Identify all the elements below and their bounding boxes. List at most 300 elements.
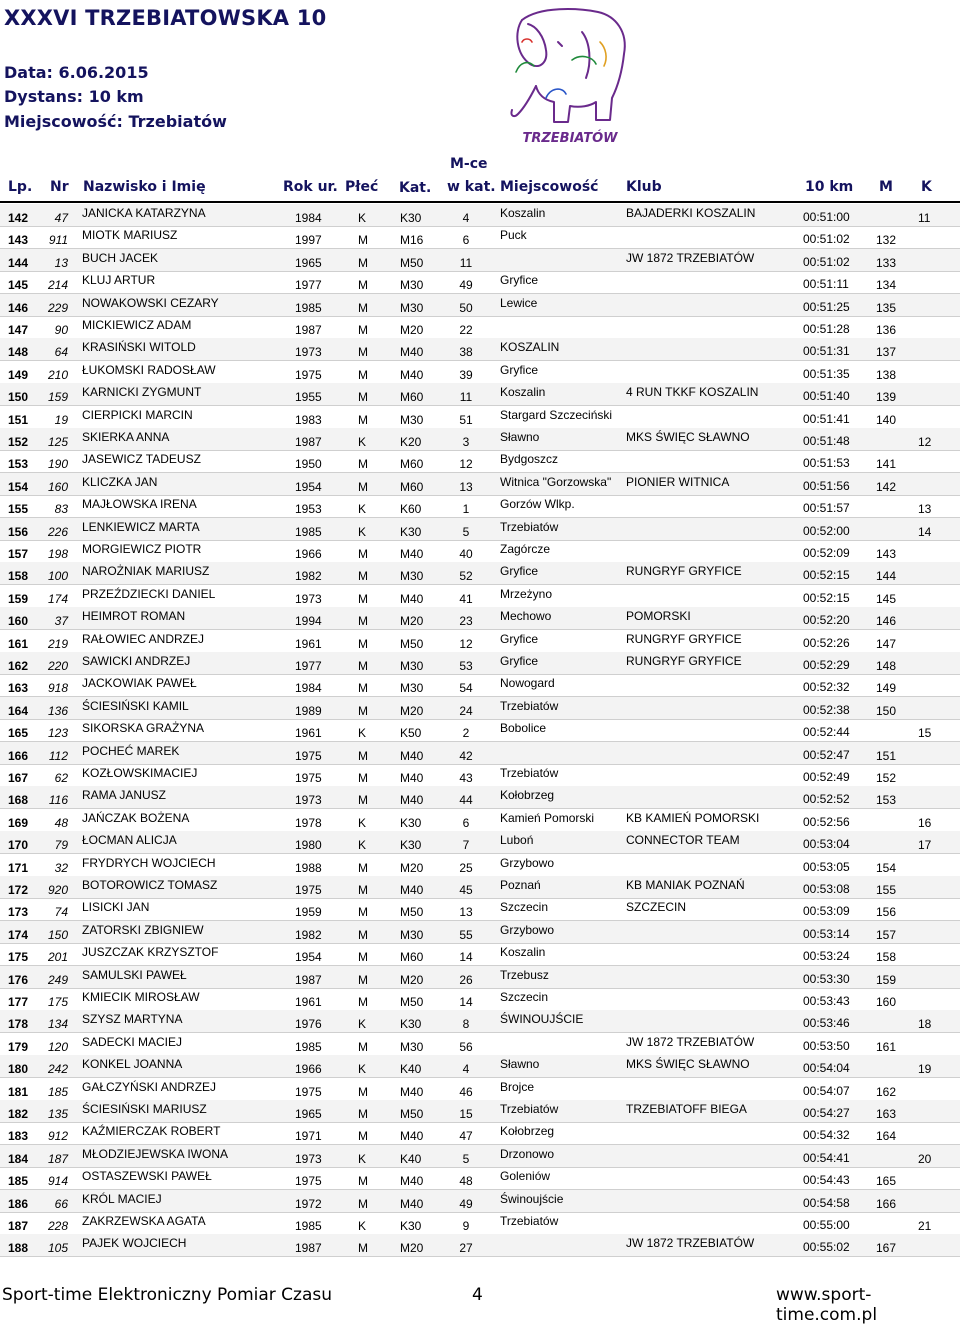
cell-cat: M16 (400, 233, 424, 248)
cell-lp: 158 (8, 569, 29, 584)
cell-lp: 180 (8, 1062, 29, 1077)
table-row (0, 943, 960, 966)
cell-town: Szczecin (500, 990, 549, 1004)
cell-nr: 175 (47, 995, 68, 1009)
cell-lp: 159 (8, 591, 29, 606)
cell-lp: 185 (8, 1174, 29, 1189)
cell-k: 11 (918, 211, 931, 225)
cell-m: 134 (876, 278, 897, 293)
cell-lp: 167 (8, 771, 29, 785)
cell-m: 137 (876, 345, 897, 360)
cell-year: 1950 (295, 457, 322, 472)
cell-sex: M (358, 300, 368, 315)
table-row (0, 450, 960, 473)
cell-club: JW 1872 TRZEBIATÓW (626, 250, 755, 265)
cell-nr: 64 (54, 345, 68, 360)
cell-club: RUNGRYF GRYFICE (626, 564, 742, 579)
cell-name: MORGIEWICZ PIOTR (82, 542, 202, 556)
cell-sex: M (358, 367, 368, 382)
cell-k: 17 (918, 838, 932, 853)
cell-time: 00:51:53 (803, 456, 850, 471)
col-name: Nazwisko i Imię (83, 179, 206, 195)
cell-nr: 120 (47, 1039, 68, 1054)
cell-club: RUNGRYF GRYFICE (626, 654, 742, 668)
table-row (0, 674, 960, 697)
cell-place-cat: 55 (459, 927, 473, 942)
cell-nr: 47 (54, 211, 68, 225)
cell-nr: 116 (48, 793, 68, 808)
cell-sex: M (358, 703, 368, 718)
cell-nr: 13 (54, 255, 68, 270)
cell-year: 1976 (295, 1017, 322, 1032)
cell-m: 151 (876, 748, 897, 763)
col-cat: Kat. (399, 180, 432, 196)
cell-m: 159 (876, 972, 897, 987)
cell-sex: M (358, 995, 368, 1009)
table-row (0, 204, 960, 227)
cell-name: KRASIŃSKI WITOLD (82, 340, 196, 355)
col-lp: Lp. (8, 179, 33, 195)
cell-name: MAJŁOWSKA IRENA (82, 497, 197, 512)
cell-place-cat: 14 (459, 995, 473, 1009)
cell-time: 00:55:00 (803, 1218, 850, 1232)
cell-club: CONNECTOR TEAM (626, 833, 740, 848)
cell-m: 165 (876, 1174, 897, 1189)
cell-town: Gryfice (500, 564, 539, 579)
table-row (0, 1122, 960, 1145)
table-row (0, 316, 960, 339)
cell-place-cat: 2 (462, 726, 470, 741)
cell-year: 1980 (295, 838, 322, 853)
cell-name: JUSZCZAK KRZYSZTOF (82, 945, 219, 960)
cell-name: ŚCIESIŃSKI MARIUSZ (82, 1102, 207, 1116)
cell-town: Trzebiatów (500, 519, 559, 534)
cell-town: Trzebiatów (500, 698, 559, 713)
cell-nr: 160 (47, 479, 68, 494)
cell-year: 1987 (295, 435, 322, 449)
table-row (0, 898, 960, 921)
cell-time: 00:54:41 (803, 1150, 850, 1165)
table-row (0, 473, 960, 496)
cell-name: HEIMROT ROMAN (82, 609, 186, 624)
cell-name: SAMULSKI PAWEŁ (82, 967, 187, 982)
cell-town: Kamień Pomorski (500, 810, 595, 825)
cell-year: 1966 (295, 1062, 322, 1077)
cell-name: JANICKA KATARZYNA (82, 206, 206, 220)
cell-m: 160 (876, 995, 897, 1009)
table-row (0, 1167, 960, 1190)
cell-lp: 165 (8, 726, 29, 741)
cell-club: SZCZECIN (626, 900, 686, 915)
cell-time: 00:53:09 (803, 904, 850, 919)
cell-place-cat: 47 (459, 1129, 473, 1144)
cell-cat: M20 (400, 703, 424, 718)
cell-sex: M (358, 972, 368, 987)
cell-sex: M (358, 345, 368, 360)
cell-town: Świnoujście (500, 1191, 564, 1206)
table-row (0, 742, 960, 765)
cell-name: MŁODZIEJEWSKA IWONA (82, 1146, 229, 1161)
cell-m: 133 (876, 255, 897, 270)
cell-k: 18 (918, 1017, 932, 1032)
cell-nr: 220 (47, 659, 68, 673)
cell-place-cat: 4 (462, 1062, 470, 1077)
cell-nr: 112 (48, 748, 68, 763)
cell-name: FRYDRYCH WOJCIECH (82, 855, 216, 870)
cell-lp: 186 (8, 1196, 29, 1211)
cell-lp: 182 (8, 1107, 29, 1121)
col-m: M (879, 179, 893, 195)
cell-lp: 150 (8, 390, 29, 405)
cell-place-cat: 15 (459, 1107, 473, 1121)
cell-town: Bobolice (500, 721, 547, 736)
table-row (0, 1212, 960, 1235)
table-row (0, 764, 960, 787)
cell-lp: 173 (8, 905, 29, 920)
cell-year: 1985 (295, 300, 322, 315)
cell-time: 00:51:25 (803, 299, 850, 314)
cell-town: Trzebusz (500, 967, 549, 982)
cell-cat: M40 (400, 547, 424, 561)
cell-name: PRZEŹDZIECKI DANIEL (82, 586, 216, 601)
cell-sex: M (358, 591, 368, 606)
cell-time: 00:54:58 (803, 1195, 850, 1210)
cell-cat: M50 (400, 995, 424, 1009)
cell-year: 1973 (295, 345, 322, 360)
cell-town: Nowogard (500, 676, 555, 691)
cell-name: NOWAKOWSKI CEZARY (82, 295, 219, 310)
cell-time: 00:53:43 (803, 994, 850, 1008)
cell-name: KRÓL MACIEJ (82, 1191, 162, 1206)
cell-cat: M20 (400, 614, 424, 629)
cell-sex: M (358, 883, 368, 897)
cell-year: 1975 (295, 883, 322, 897)
col-k: K (921, 179, 932, 195)
cell-nr: 219 (47, 636, 68, 651)
cell-cat: K40 (400, 1062, 422, 1077)
cell-year: 1997 (295, 233, 322, 248)
cell-sex: M (358, 569, 368, 584)
cell-nr: 66 (54, 1196, 68, 1211)
cell-nr: 174 (47, 591, 68, 606)
cell-time: 00:51:02 (803, 254, 850, 269)
cell-sex: M (358, 659, 368, 673)
table-row (0, 271, 960, 294)
cell-club: MKS ŚWIĘC SŁAWNO (626, 430, 750, 444)
cell-town: Lewice (500, 295, 538, 310)
cell-time: 00:52:49 (803, 770, 850, 784)
cell-m: 143 (876, 547, 897, 561)
cell-time: 00:54:04 (803, 1061, 850, 1076)
cell-lp: 143 (8, 233, 29, 248)
table-row (0, 719, 960, 742)
cell-cat: M60 (400, 950, 424, 965)
cell-town: Mechowo (500, 609, 552, 624)
col-nr: Nr (50, 179, 69, 195)
table-row (0, 226, 960, 249)
cell-nr: 190 (47, 457, 68, 472)
cell-time: 00:52:44 (803, 725, 850, 740)
cell-nr: 187 (47, 1151, 68, 1166)
cell-name: KMIECIK MIROSŁAW (82, 990, 200, 1004)
cell-place-cat: 13 (459, 905, 473, 920)
cell-nr: 32 (54, 860, 68, 875)
cell-m: 149 (876, 681, 897, 696)
cell-place-cat: 6 (462, 233, 470, 248)
cell-name: RAMA JANUSZ (82, 788, 167, 803)
cell-m: 132 (876, 233, 897, 248)
cell-cat: M50 (400, 905, 424, 920)
table-row (0, 1190, 960, 1213)
cell-town: Gryfice (500, 273, 539, 288)
table-row (0, 1033, 960, 1056)
cell-time: 00:52:29 (803, 658, 850, 672)
cell-place-cat: 49 (459, 1196, 473, 1211)
cell-place-cat: 54 (459, 681, 473, 696)
cell-place-cat: 44 (459, 793, 473, 808)
cell-name: ZAKRZEWSKA AGATA (82, 1214, 206, 1228)
cell-sex: M (358, 457, 368, 472)
table-row (0, 428, 960, 451)
cell-m: 161 (876, 1039, 897, 1054)
cell-nr: 214 (47, 278, 68, 293)
cell-sex: K (358, 435, 367, 449)
cell-sex: M (358, 927, 368, 942)
cell-town: Gorzów Wlkp. (500, 497, 575, 512)
cell-name: POCHEĆ MAREK (82, 743, 180, 758)
cell-lp: 176 (8, 972, 29, 987)
cell-sex: M (358, 255, 368, 270)
cell-town: Grzybowo (500, 855, 555, 870)
cell-place-cat: 27 (459, 1241, 473, 1256)
race-date: Data: 6.06.2015 (4, 63, 149, 82)
cell-nr: 185 (47, 1084, 68, 1099)
cell-time: 00:53:08 (803, 882, 850, 896)
cell-m: 147 (876, 636, 897, 651)
table-row (0, 988, 960, 1011)
col-place-cat-2: w kat. (447, 179, 496, 195)
table-row (0, 540, 960, 563)
cell-time: 00:54:27 (803, 1106, 850, 1120)
cell-year: 1985 (295, 524, 322, 539)
table-row (0, 876, 960, 899)
cell-nr: 74 (54, 905, 68, 920)
table-row (0, 1055, 960, 1078)
table-row (0, 585, 960, 608)
race-town: Miejscowość: Trzebiatów (4, 112, 227, 131)
cell-year: 1977 (295, 278, 322, 293)
cell-lp: 168 (8, 793, 29, 808)
cell-sex: M (358, 1196, 368, 1211)
cell-sex: K (358, 1151, 367, 1166)
cell-place-cat: 9 (462, 1219, 470, 1233)
cell-time: 00:53:24 (803, 949, 850, 964)
cell-cat: M60 (400, 390, 424, 405)
cell-name: MIOTK MARIUSZ (82, 228, 178, 243)
cell-lp: 156 (8, 524, 29, 539)
cell-time: 00:52:00 (803, 523, 850, 538)
cell-town: Gryfice (500, 654, 539, 668)
cell-lp: 160 (8, 614, 29, 629)
cell-m: 156 (876, 905, 897, 920)
cell-cat: M50 (400, 1107, 424, 1121)
cell-cat: M30 (400, 412, 424, 427)
cell-place-cat: 8 (462, 1017, 470, 1032)
cell-name: MICKIEWICZ ADAM (82, 318, 192, 332)
cell-cat: M30 (400, 569, 424, 584)
cell-club: KB MANIAK POZNAŃ (626, 878, 745, 892)
cell-year: 1985 (295, 1039, 322, 1054)
cell-nr: 83 (54, 502, 68, 517)
cell-sex: K (358, 815, 367, 830)
cell-year: 1959 (295, 905, 322, 920)
cell-sex: M (358, 233, 368, 248)
cell-lp: 148 (8, 345, 29, 360)
cell-sex: M (358, 950, 368, 965)
cell-nr: 90 (54, 323, 68, 337)
cell-m: 135 (876, 300, 897, 315)
cell-year: 1987 (295, 323, 322, 337)
cell-lp: 161 (8, 636, 29, 651)
table-row (0, 652, 960, 675)
cell-place-cat: 4 (462, 211, 470, 225)
cell-time: 00:51:28 (803, 322, 850, 336)
cell-time: 00:52:09 (803, 546, 850, 560)
cell-year: 1973 (295, 1151, 322, 1166)
cell-nr: 226 (47, 524, 68, 539)
cell-town: Gryfice (500, 631, 539, 646)
cell-sex: M (358, 1039, 368, 1054)
table-row (0, 1078, 960, 1101)
table-row (0, 607, 960, 630)
cell-lp: 163 (8, 681, 29, 696)
cell-town: Koszalin (500, 385, 546, 400)
cell-nr: 918 (47, 681, 68, 696)
cell-sex: M (358, 771, 368, 785)
table-row (0, 249, 960, 272)
table-row (0, 1100, 960, 1123)
cell-name: SADECKI MACIEJ (82, 1034, 183, 1049)
cell-sex: M (358, 1084, 368, 1099)
cell-name: KAŹMIERCZAK ROBERT (82, 1124, 221, 1139)
cell-town: Kołobrzeg (500, 1124, 555, 1139)
table-row (0, 338, 960, 361)
cell-place-cat: 46 (459, 1084, 473, 1099)
col-sex: Płeć (345, 179, 379, 195)
cell-name: KLICZKA JAN (82, 474, 158, 489)
table-row (0, 361, 960, 384)
cell-year: 1988 (295, 860, 322, 875)
cell-year: 1982 (295, 569, 322, 584)
cell-year: 1982 (295, 927, 322, 942)
footer-right: www.sport-time.com.pl (776, 1285, 878, 1325)
cell-sex: M (358, 1174, 368, 1189)
cell-place-cat: 43 (459, 771, 473, 785)
cell-cat: M30 (400, 278, 424, 293)
cell-nr: 150 (47, 927, 68, 942)
cell-town: Szczecin (500, 900, 549, 915)
cell-time: 00:53:04 (803, 837, 850, 852)
header-divider (0, 201, 960, 203)
cell-year: 1975 (295, 1174, 322, 1189)
cell-sex: K (358, 726, 367, 741)
cell-time: 00:52:32 (803, 680, 850, 695)
cell-sex: M (358, 1241, 368, 1256)
cell-nr: 19 (54, 412, 68, 427)
cell-year: 1961 (295, 726, 322, 741)
cell-lp: 149 (8, 367, 29, 382)
cell-place-cat: 1 (462, 502, 470, 517)
cell-year: 1953 (295, 502, 322, 517)
cell-lp: 179 (8, 1039, 29, 1054)
cell-lp: 170 (8, 838, 29, 853)
cell-nr: 914 (47, 1174, 68, 1189)
cell-place-cat: 48 (459, 1174, 473, 1189)
cell-m: 164 (876, 1129, 897, 1144)
cell-sex: M (358, 412, 368, 427)
cell-time: 00:51:48 (803, 434, 850, 448)
cell-year: 1961 (295, 636, 322, 651)
cell-name: BUCH JACEK (82, 250, 159, 265)
cell-lp: 155 (8, 502, 29, 517)
cell-sex: M (358, 636, 368, 651)
cell-cat: M40 (400, 367, 424, 382)
cell-k: 13 (918, 502, 932, 517)
cell-lp: 184 (8, 1151, 29, 1166)
cell-k: 20 (918, 1151, 932, 1166)
cell-lp: 152 (8, 435, 29, 449)
cell-cat: K30 (400, 1219, 422, 1233)
cell-cat: M20 (400, 323, 424, 337)
cell-town: Brojce (500, 1079, 535, 1094)
cell-sex: K (358, 211, 367, 225)
cell-sex: K (358, 524, 367, 539)
cell-nr: 79 (54, 838, 68, 853)
cell-cat: M30 (400, 659, 424, 673)
cell-year: 1973 (295, 793, 322, 808)
cell-m: 141 (876, 457, 897, 472)
cell-nr: 62 (54, 771, 68, 785)
cell-place-cat: 5 (462, 1151, 470, 1166)
cell-year: 1954 (295, 950, 322, 965)
cell-club: JW 1872 TRZEBIATÓW (626, 1236, 755, 1251)
cell-town: Gryfice (500, 362, 539, 377)
cell-m: 145 (876, 591, 897, 606)
cell-m: 167 (876, 1241, 897, 1256)
cell-name: SKIERKA ANNA (82, 430, 170, 444)
cell-name: JAŃCZAK BOŻENA (82, 810, 190, 825)
cell-cat: M40 (400, 1174, 424, 1189)
cell-time: 00:54:43 (803, 1173, 850, 1188)
cell-cat: M40 (400, 1084, 424, 1099)
cell-cat: M20 (400, 860, 424, 875)
cell-year: 1987 (295, 972, 322, 987)
cell-club: TRZEBIATOFF BIEGA (626, 1102, 747, 1116)
cell-name: JASEWICZ TADEUSZ (82, 452, 201, 467)
cell-lp: 147 (8, 323, 29, 337)
cell-place-cat: 52 (459, 569, 473, 584)
cell-lp: 153 (8, 457, 29, 472)
cell-club: RUNGRYF GRYFICE (626, 631, 742, 646)
cell-year: 1994 (295, 614, 322, 629)
cell-lp: 164 (8, 703, 29, 718)
cell-sex: K (358, 502, 367, 517)
cell-place-cat: 50 (459, 300, 473, 315)
cell-lp: 181 (8, 1084, 29, 1099)
cell-year: 1985 (295, 1219, 322, 1233)
cell-k: 15 (918, 726, 932, 741)
cell-m: 153 (876, 793, 897, 808)
